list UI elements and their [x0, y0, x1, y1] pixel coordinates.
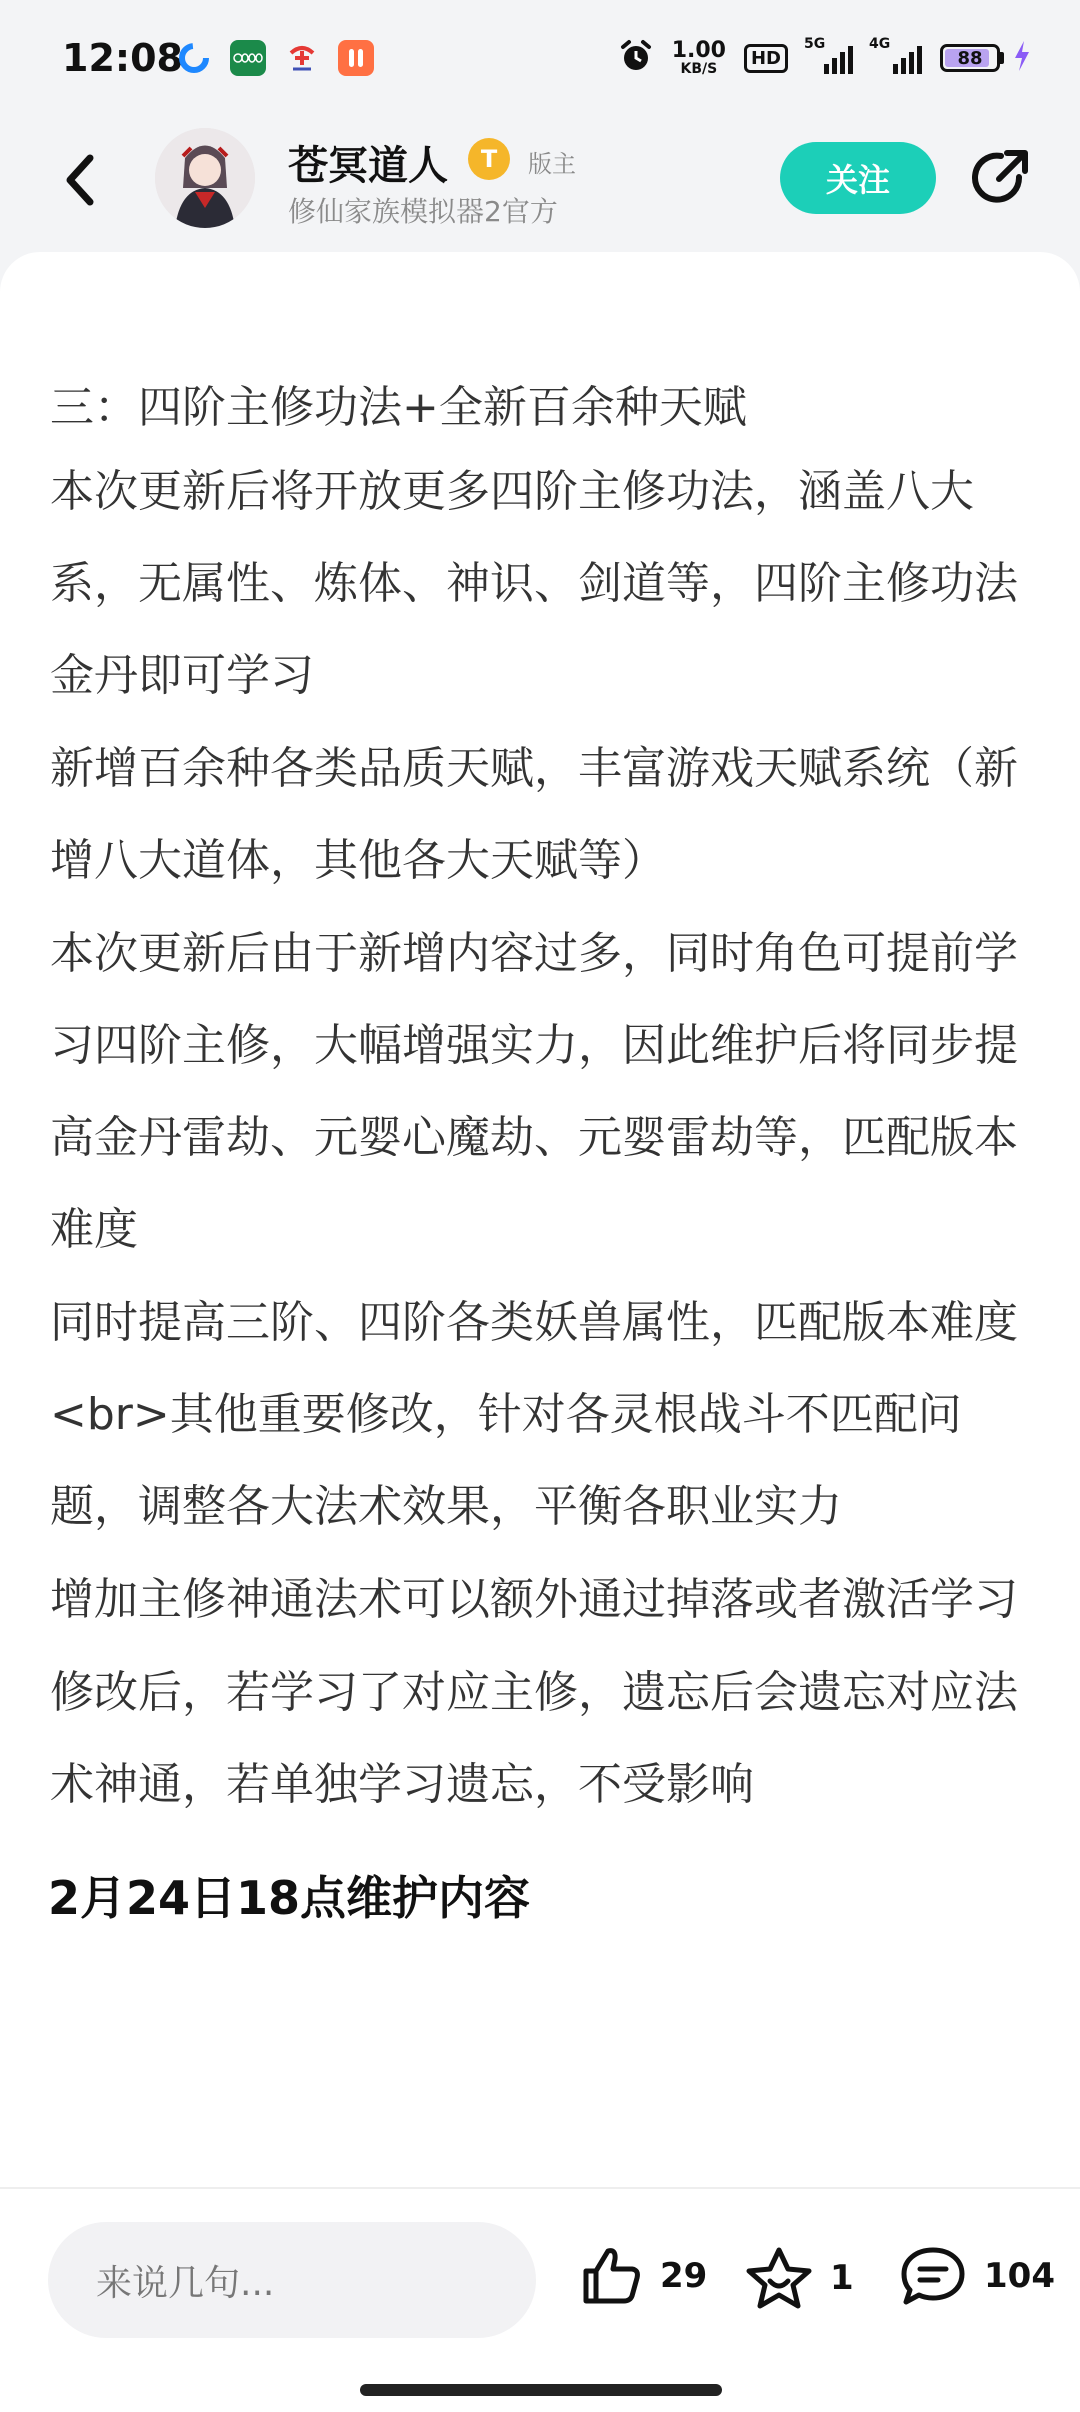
status-bar: [0, 0, 1080, 120]
charging-bolt-icon: [1012, 39, 1032, 77]
signal1-label: 5G: [804, 36, 826, 52]
back-arrow-icon: [60, 150, 100, 210]
share-icon: [969, 147, 1031, 209]
oppo-app-icon: [230, 40, 266, 76]
author-role: 版主: [528, 150, 576, 178]
loading-ring-icon: [176, 40, 212, 76]
like-button[interactable]: [578, 2245, 707, 2307]
net-speed-unit: KB/S: [680, 61, 718, 77]
post-paragraph: 新增百余种各类品质天赋，丰富游戏天赋系统（新增八大道体，其他各大天赋等）: [50, 743, 1018, 886]
post-paragraph: 本次更新后由于新增内容过多，同时角色可提前学习四阶主修，大幅增强实力，因此维护后将同步提高金丹雷劫、元婴心魔劫、元婴雷劫等，匹配版本难度: [50, 928, 1018, 1255]
author-avatar[interactable]: [155, 128, 255, 228]
notification-icons: [176, 40, 374, 76]
battery-icon: [940, 44, 1004, 72]
comment-input[interactable]: 来说几句...: [48, 2222, 536, 2338]
post-paragraph: 同时提高三阶、四阶各类妖兽属性，匹配版本难度<br>其他重要修改，针对各灵根战斗不匹配问题，调整各大法术效果，平衡各职业实力: [50, 1297, 1018, 1532]
back-button[interactable]: [50, 150, 110, 210]
author-subtitle: 修仙家族模拟器2官方: [288, 195, 558, 228]
post-paragraph: 修改后，若学习了对应主修，遗忘后会遗忘对应法术神通，若单独学习遗忘，不受影响: [50, 1667, 1018, 1810]
favorite-count: 1: [830, 2258, 854, 2298]
signal-icon: [804, 36, 853, 74]
post-body: [50, 378, 1035, 1847]
moderator-badge-icon: T: [468, 138, 510, 180]
net-speed-value: 1.00: [671, 38, 726, 63]
section-title: 三：四阶主修功法+全新百余种天赋: [50, 382, 747, 433]
alarm-icon: [618, 38, 654, 78]
author-name[interactable]: 苍冥道人: [288, 143, 448, 189]
thumbs-up-icon: [578, 2245, 644, 2307]
bottom-action-bar: [0, 2187, 1080, 2412]
hd-badge: HD: [744, 44, 788, 73]
signal-icon-2: [869, 36, 922, 74]
like-count: 29: [660, 2256, 708, 2296]
home-indicator[interactable]: [360, 2384, 722, 2396]
share-button[interactable]: [968, 146, 1032, 210]
telecom-app-icon: [284, 40, 320, 76]
status-time: 12:08: [62, 36, 183, 80]
signal2-label: 4G: [869, 36, 891, 52]
net-speed: [672, 40, 726, 76]
post-paragraph: 本次更新后将开放更多四阶主修功法，涵盖八大系，无属性、炼体、神识、剑道等，四阶主修功法金丹即可学习: [50, 466, 1018, 701]
favorite-button[interactable]: [744, 2245, 854, 2311]
maintenance-heading: 2月24日18点维护内容: [48, 1871, 531, 1925]
post-header: [0, 120, 1080, 250]
orange-app-icon: [338, 40, 374, 76]
follow-button[interactable]: 关注: [780, 142, 936, 214]
comment-bubble-icon: [898, 2245, 968, 2307]
status-right: [618, 38, 1032, 78]
comment-count: 104: [984, 2256, 1055, 2296]
star-icon: [744, 2245, 814, 2311]
battery-level: 88: [957, 47, 983, 69]
comment-button[interactable]: [898, 2245, 1055, 2307]
post-paragraph: 增加主修神通法术可以额外通过掉落或者激活学习: [50, 1574, 1018, 1625]
